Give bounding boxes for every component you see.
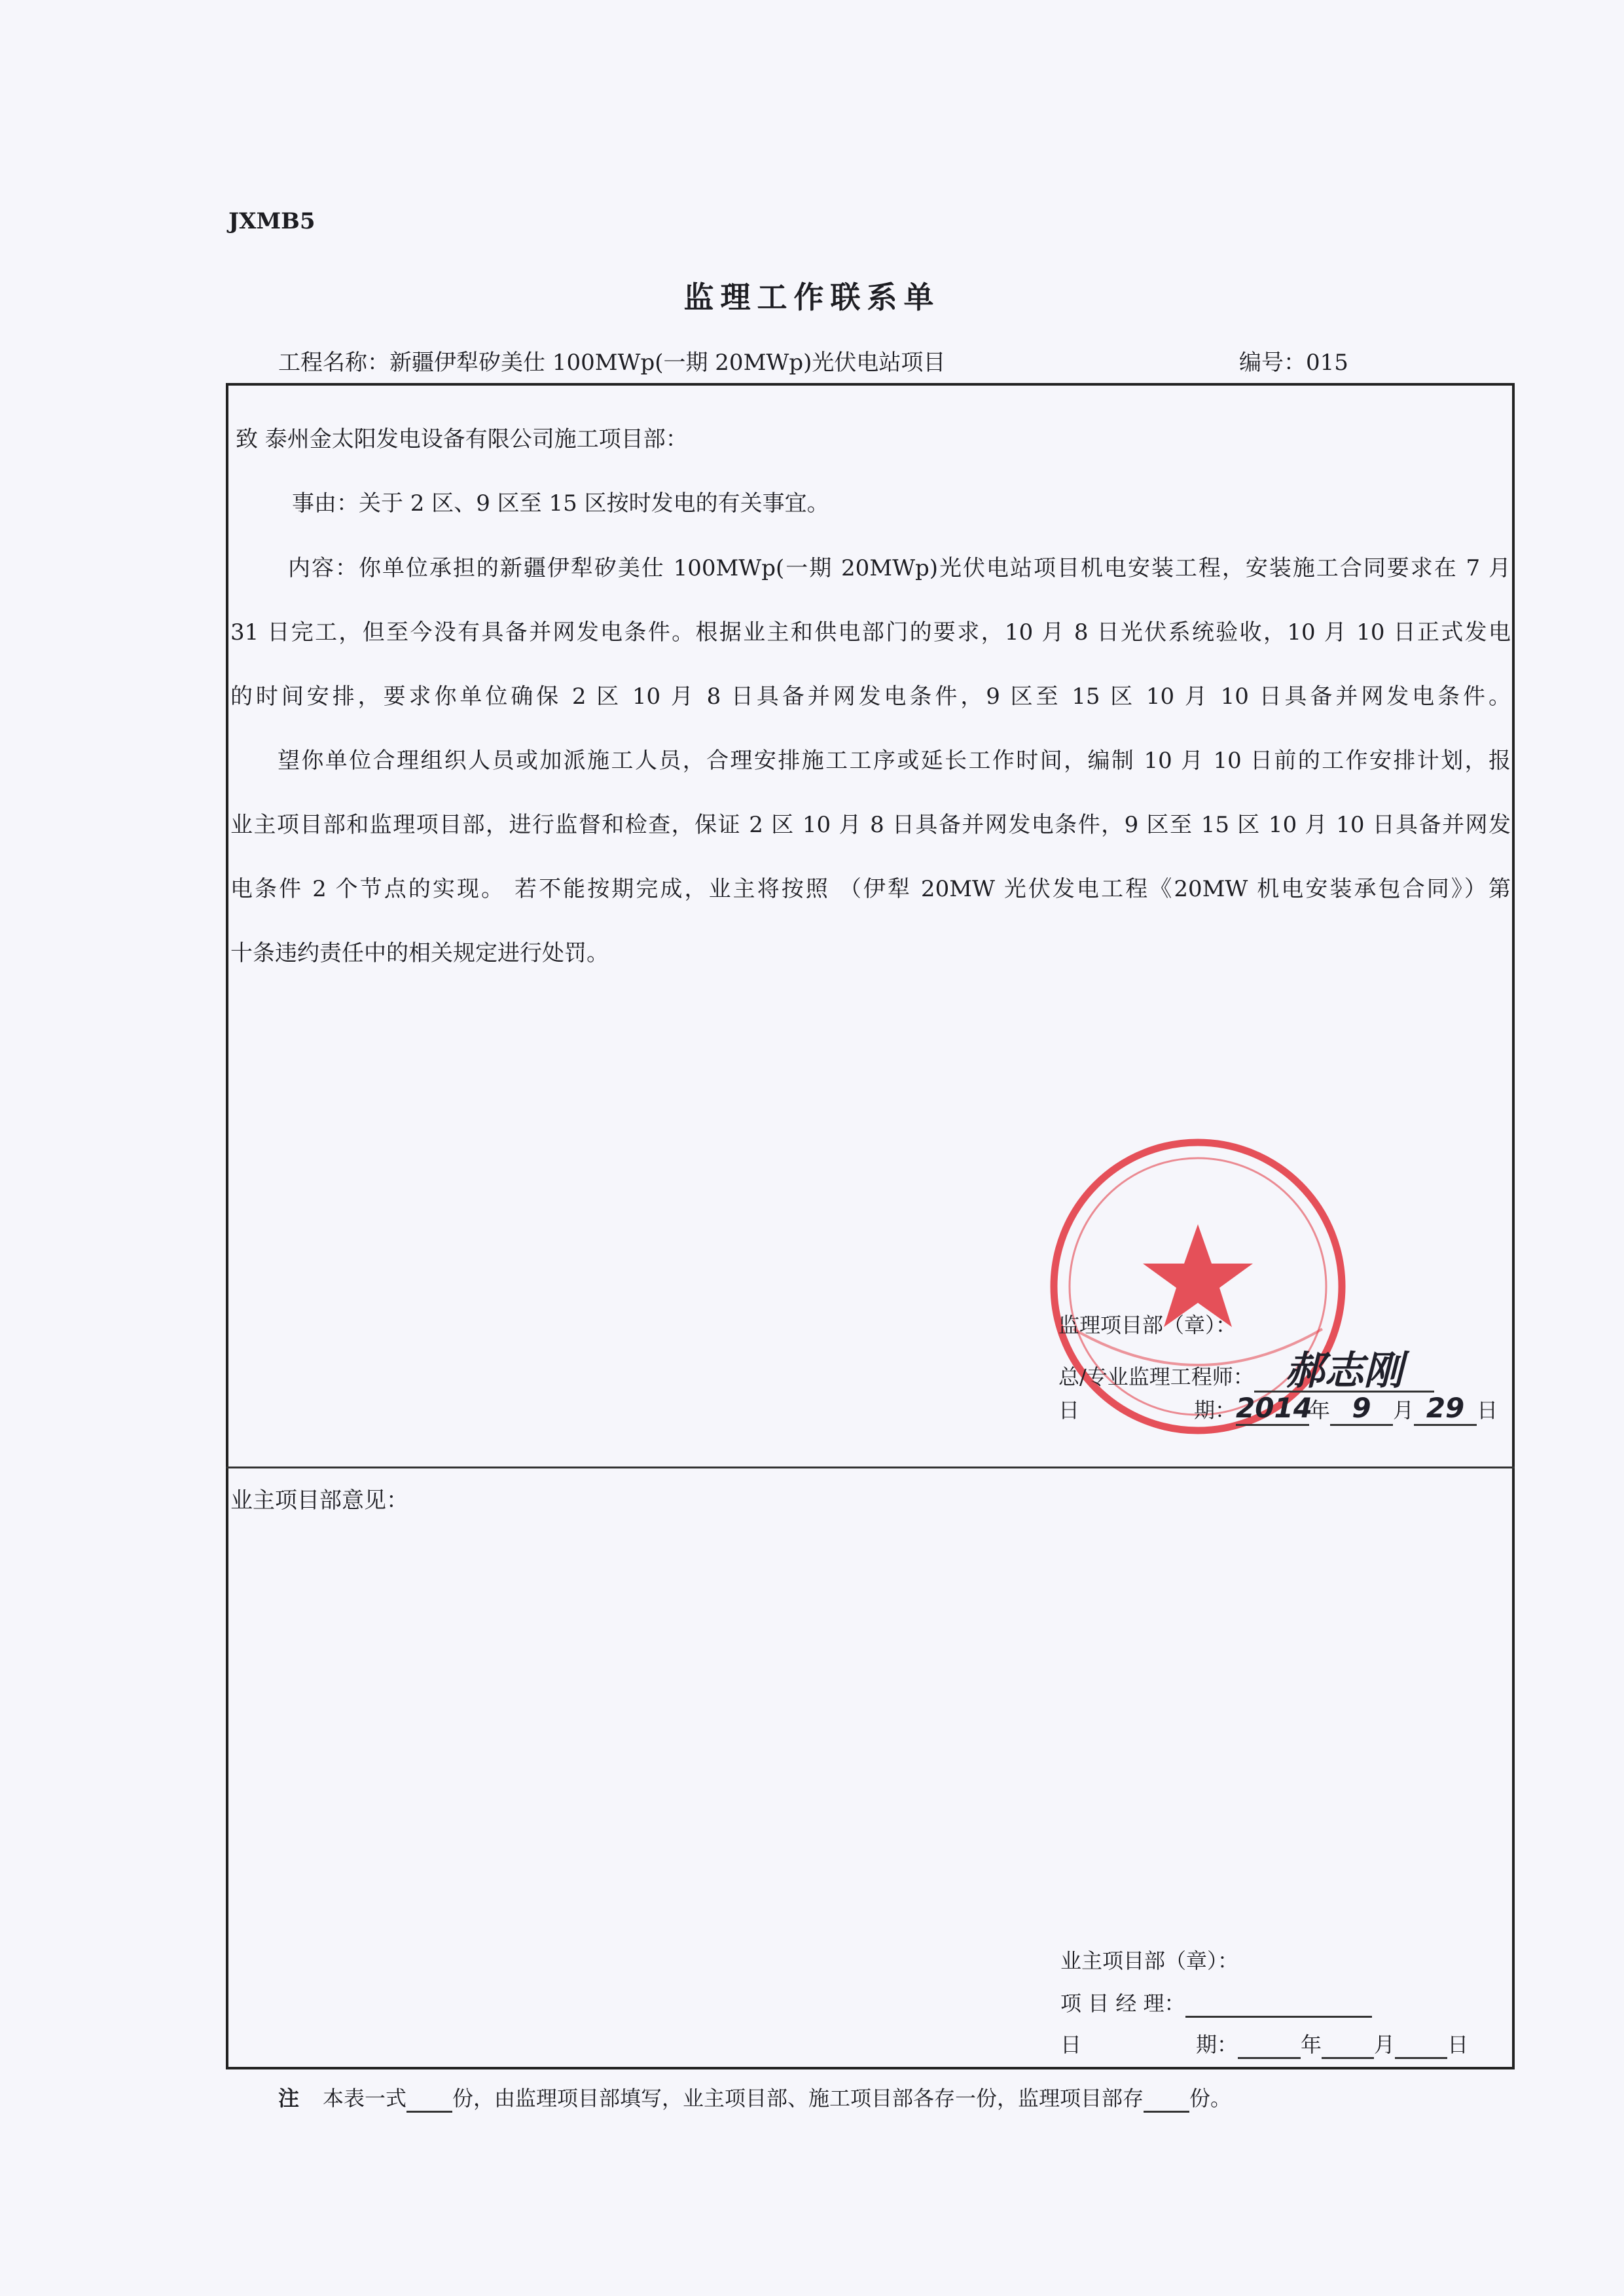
note-text-c: 份。 bbox=[1189, 2086, 1232, 2111]
content-line: 内容：你单位承担的新疆伊犁矽美仕 100MWp(一期 20MWp)光伏电站项目机电安装工程，安装施工合同要求在 7 月 bbox=[288, 555, 1511, 581]
content-line: 的时间安排，要求你单位确保 2 区 10 月 8 日具备并网发电条件，9 区至 15 区 10 月 10 日具备并网发电条件。 bbox=[230, 683, 1511, 710]
owner-month-unit: 月 bbox=[1374, 2032, 1396, 2057]
number-label: 编号： bbox=[1239, 350, 1306, 376]
content-line: 31 日完工，但至今没有具备并网发电条件。根据业主和供电部门的要求，10 月 8 日光伏系统验收，10 月 10 日正式发电 bbox=[230, 619, 1511, 646]
footer-note bbox=[278, 2082, 1231, 2113]
note-text-b: 份，由监理项目部填写，业主项目部、施工项目部各存一份，监理项目部存 bbox=[452, 2086, 1144, 2111]
number-line bbox=[1239, 344, 1348, 376]
owner-day-unit: 日 bbox=[1447, 2032, 1469, 2057]
year-unit: 年 bbox=[1309, 1398, 1331, 1423]
number-value: 015 bbox=[1306, 350, 1348, 376]
owner-manager-line bbox=[1060, 1987, 1372, 2018]
project-label: 工程名称： bbox=[278, 350, 389, 376]
page-title: 监理工作联系单 bbox=[683, 280, 941, 315]
manager-label: 项 目 经 理： bbox=[1060, 1991, 1185, 2016]
owner-dept-label: 业主项目部（章）： bbox=[1060, 1948, 1239, 1973]
reason: 事由：关于 2 区、9 区至 15 区按时发电的有关事宜。 bbox=[292, 490, 829, 517]
engineer-signature: 郝志刚 bbox=[1254, 1351, 1434, 1393]
project-name: 新疆伊犁矽美仕 100MWp(一期 20MWp)光伏电站项目 bbox=[389, 350, 946, 376]
date-year: 2014 bbox=[1236, 1392, 1309, 1426]
day-unit: 日 bbox=[1477, 1398, 1498, 1423]
content-line: 业主项目部和监理项目部，进行监督和检查，保证 2 区 10 月 8 日具备并网发电条件，9 区至 15 区 10 月 10 日具备并网发 bbox=[230, 812, 1511, 838]
project-line bbox=[278, 344, 945, 376]
supervision-date-line bbox=[1058, 1392, 1498, 1426]
owner-date-label-b: 期： bbox=[1196, 2032, 1238, 2057]
date-month: 9 bbox=[1330, 1392, 1393, 1426]
month-unit: 月 bbox=[1393, 1398, 1415, 1423]
note-label: 注 bbox=[278, 2086, 300, 2111]
owner-year-unit: 年 bbox=[1301, 2032, 1322, 2057]
content-line: 电条件 2 个节点的实现。 若不能按期完成，业主将按照 （伊犁 20MW 光伏发电工程《20MW 机电安装承包合同》）第 bbox=[230, 876, 1511, 902]
date-label-a: 日 bbox=[1058, 1398, 1080, 1423]
engineer-label: 总/专业监理工程师： bbox=[1058, 1364, 1254, 1389]
section-divider bbox=[226, 1467, 1515, 1468]
engineer-line bbox=[1058, 1348, 1434, 1394]
supervision-dept-label: 监理项目部（章）： bbox=[1058, 1313, 1237, 1338]
recipient: 致 泰州金太阳发电设备有限公司施工项目部： bbox=[236, 426, 688, 452]
content-line: 望你单位合理组织人员或加派施工人员，合理安排施工工序或延长工作时间，编制 10 月 10 日前的工作安排计划，报 bbox=[278, 748, 1511, 774]
note-text-a: 本表一式 bbox=[323, 2086, 407, 2111]
date-day: 29 bbox=[1414, 1392, 1477, 1426]
content-line: 十条违约责任中的相关规定进行处罚。 bbox=[230, 940, 609, 966]
owner-opinion-label: 业主项目部意见： bbox=[230, 1487, 408, 1514]
form-code: JXMB5 bbox=[228, 208, 316, 234]
date-label-b: 期： bbox=[1194, 1398, 1236, 1423]
owner-date-label-a: 日 bbox=[1060, 2032, 1082, 2057]
owner-date-line bbox=[1060, 2028, 1468, 2059]
